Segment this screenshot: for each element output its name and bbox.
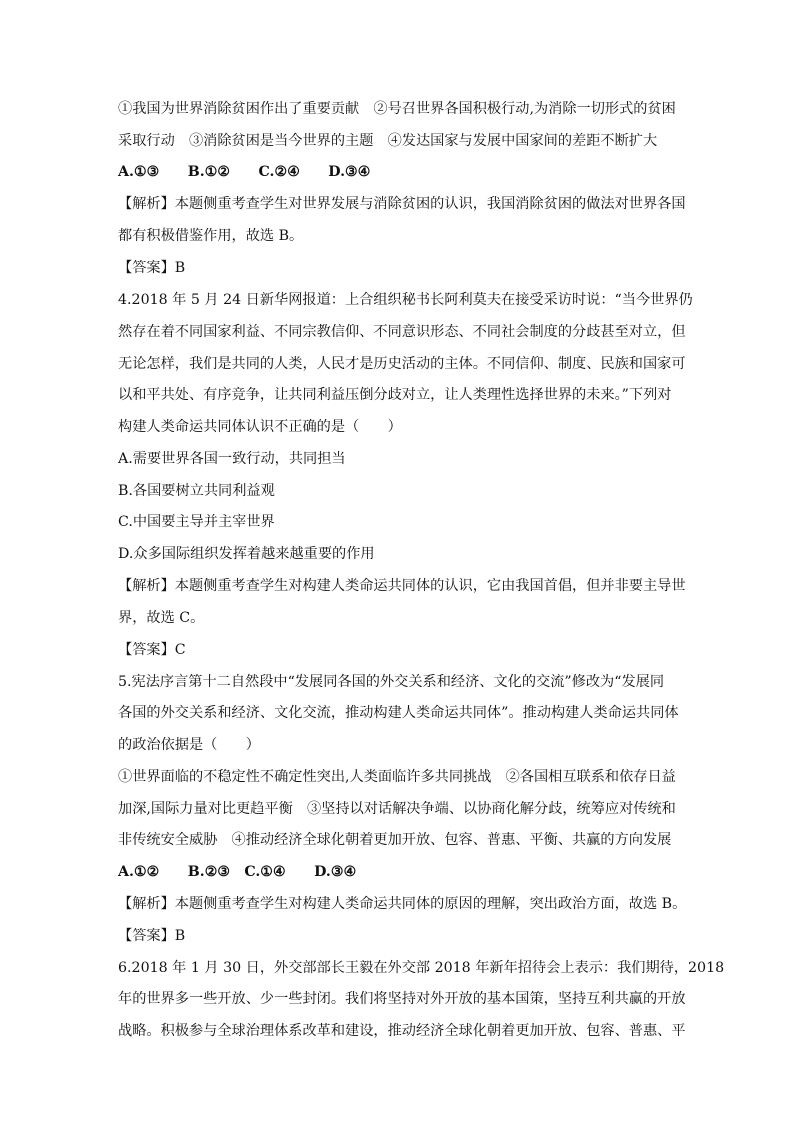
text-line: 界，故选 C。 bbox=[118, 610, 205, 626]
text-line: 然存在着不同国家利益、不同宗教信仰、不同意识形态、不同社会制度的分歧甚至对立，但 bbox=[118, 324, 686, 340]
option-a: A.需要世界各国一致行动，共同担当 bbox=[118, 451, 346, 467]
answer-line: 【答案】B bbox=[118, 928, 186, 944]
answer-line: 【答案】B bbox=[118, 260, 186, 276]
question-line: 6.2018 年 1 月 30 日，外交部部长王毅在外交部 2018 年新年招待会上表示：我们期待，2018 bbox=[118, 960, 725, 976]
text-line: 非传统安全威胁 ④推动经济全球化朝着更加开放、包容、普惠、平衡、共赢的方向发展 bbox=[118, 832, 672, 848]
text-line: ①世界面临的不稳定性不确定性突出,人类面临许多共同挑战 ②各国相互联系和依存日益 bbox=[118, 769, 676, 785]
question-line: 5.宪法序言第十二自然段中“发展同各国的外交关系和经济、文化的交流”修改为“发展同 bbox=[118, 674, 665, 690]
answer-options: A.①② B.②③ C.①④ D.③④ bbox=[118, 864, 357, 880]
text-line: 年的世界多一些开放、少一些封闭。我们将坚持对外开放的基本国策，坚持互利共赢的开放 bbox=[118, 991, 686, 1007]
text-line: 都有积极借鉴作用，故选 B。 bbox=[118, 228, 304, 244]
option-c: C.中国要主导并主宰世界 bbox=[118, 514, 275, 530]
text-line: 各国的外交关系和经济、文化交流，推动构建人类命运共同体”。推动构建人类命运共同体 bbox=[118, 705, 679, 721]
option-b: B.各国要树立共同利益观 bbox=[118, 483, 275, 499]
analysis-line: 【解析】本题侧重考查学生对构建人类命运共同体的认识，它由我国首倡，但并非要主导世 bbox=[118, 578, 686, 594]
text-line: ①我国为世界消除贫困作出了重要贡献 ②号召世界各国积极行动,为消除一切形式的贫困 bbox=[118, 101, 676, 117]
question-line: 4.2018 年 5 月 24 日新华网报道：上合组织秘书长阿利莫夫在接受采访时说：“当今世界仍 bbox=[118, 292, 693, 308]
text-line: 的政治依据是（ ） bbox=[118, 737, 260, 753]
text-line: 加深,国际力量对比更趋平衡 ③坚持以对话解决争端、以协商化解分歧，统筹应对传统和 bbox=[118, 801, 676, 817]
text-line: 采取行动 ③消除贫困是当今世界的主题 ④发达国家与发展中国家间的差距不断扩大 bbox=[118, 133, 658, 149]
text-line: 战略。积极参与全球治理体系改革和建设，推动经济全球化朝着更加开放、包容、普惠、平 bbox=[118, 1023, 686, 1039]
answer-line: 【答案】C bbox=[118, 642, 186, 658]
answer-options: A.①③ B.①② C.②④ D.③④ bbox=[118, 164, 371, 180]
option-d: D.众多国际组织发挥着越来越重要的作用 bbox=[118, 546, 375, 562]
analysis-line: 【解析】本题侧重考查学生对世界发展与消除贫困的认识，我国消除贫困的做法对世界各国 bbox=[118, 196, 686, 212]
text-line: 构建人类命运共同体认识不正确的是（ ） bbox=[118, 419, 402, 435]
text-line: 无论怎样，我们是共同的人类，人民才是历史活动的主体。不同信仰、制度、民族和国家可 bbox=[118, 356, 686, 372]
analysis-line: 【解析】本题侧重考查学生对构建人类命运共同体的原因的理解，突出政治方面，故选 B。 bbox=[118, 896, 687, 912]
text-line: 以和平共处、有序竞争，让共同利益压倒分歧对立，让人类理性选择世界的未来。”下列对 bbox=[118, 387, 672, 403]
